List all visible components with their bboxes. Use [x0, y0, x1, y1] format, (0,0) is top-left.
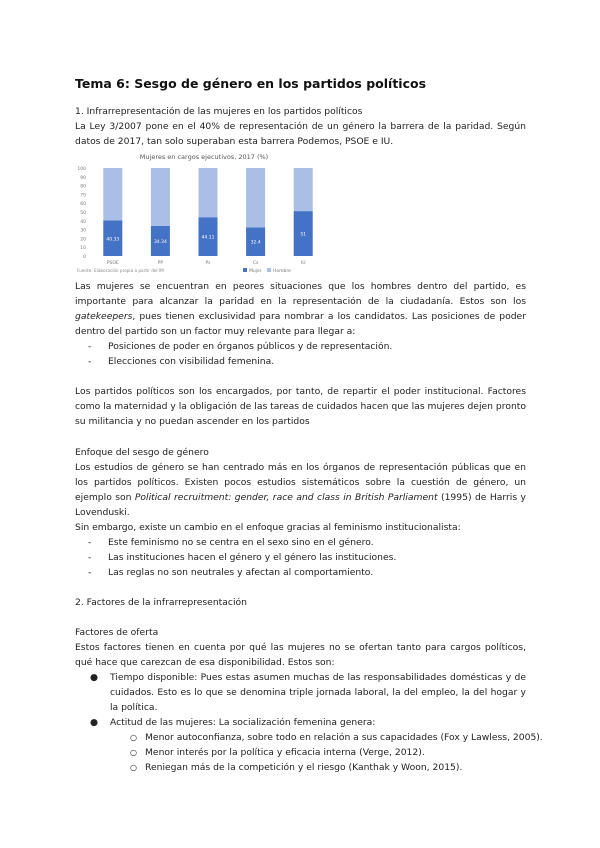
legend-swatch-mujer	[243, 268, 247, 272]
y-tick-label: 20	[80, 237, 86, 243]
sub-bullet-item: ○ Menor interés por la política y eficacia interna (Verge, 2012).	[130, 747, 425, 758]
paragraph-partidos: Los partidos políticos son los encargados, por tanto, de repartir el poder institucional. Factores como la maternidad y la obligación de las tareas de cuidados hacen que las mujeres dejen pronto su militancia y no puedan ascender en los partidos	[75, 386, 526, 427]
legend-swatch-hombre	[267, 268, 271, 272]
bar-hombre	[199, 168, 218, 217]
legend-label: Mujer	[249, 269, 262, 274]
y-tick-label: 50	[80, 211, 86, 216]
data-label: 34.34	[153, 239, 167, 245]
bullet-item: - Las reglas no son neutrales y afectan al comportamiento.	[88, 567, 374, 578]
chart-title: Mujeres en cargos ejecutivos, 2017 (%)	[139, 153, 269, 161]
section-1-title: 1. Infrarrepresentación de las mujeres en los partidos políticos	[75, 106, 363, 117]
paragraph-estudios: Los estudios de género se han centrado más en los órganos de representación públicas que en los partidos políticos. Existen pocos estudios sistemáticos sobre la cuestión de género, un ejemplo son Political recruitment: gender, race and class in British Parliament (1995) de Harris y Lovenduski.	[75, 462, 526, 518]
circle-bullet-icon: ○	[130, 748, 137, 757]
bullet-item: - Elecciones con visibilidad femenina.	[88, 356, 275, 367]
y-tick-label: 40	[80, 219, 86, 225]
paragraph-sin-embargo: Sin embargo, existe un cambio en el enfoque gracias al feminismo institucionalista:	[75, 522, 461, 533]
x-tick-label: Ps	[205, 261, 211, 266]
legend-label: Hombre	[273, 269, 291, 274]
data-label: 44.11	[201, 235, 215, 241]
bullet-item: ● Actitud de las mujeres: La socialización femenina genera:	[90, 717, 376, 728]
y-tick-label: 10	[80, 246, 86, 252]
x-tick-label: PP	[157, 261, 164, 266]
page-title: Tema 6: Sesgo de género en los partidos políticos	[75, 76, 427, 91]
x-tick-label: Cs	[252, 261, 259, 266]
sub-bullet-item: ○ Reniegan más de la competición y el riesgo (Kanthak y Woon, 2015).	[130, 762, 463, 773]
y-tick-label: 60	[80, 202, 86, 208]
bullet-dot-icon: ●	[90, 672, 99, 683]
subheading-enfoque: Enfoque del sesgo de género	[75, 447, 209, 458]
section-2-title: 2. Factores de la infrarrepresentación	[75, 597, 247, 608]
bullet-item: ● Tiempo disponible: Pues estas asumen muchas de las responsabilidades domésticas y de cuidados. Esto es lo que se denomina triple jornada laboral, la del empleo, la del hogar y la política.	[90, 672, 526, 713]
circle-bullet-icon: ○	[130, 763, 137, 772]
y-tick-label: 70	[80, 193, 86, 199]
bullet-item: - Este feminismo no se centra en el sexo sino en el género.	[88, 537, 374, 548]
paragraph-oferta: Estos factores tienen en cuenta por qué las mujeres no se ofertan tanto para cargos políticos, qué hace que carezcan de esa disponibilidad. Estos son:	[75, 642, 526, 668]
bar-chart	[75, 150, 333, 276]
bullet-item: - Las instituciones hacen el género y el género las instituciones.	[88, 552, 397, 563]
chart-svg	[75, 150, 333, 276]
circle-bullet-icon: ○	[130, 733, 137, 742]
paragraph-ley: La Ley 3/2007 pone en el 40% de representación de un género la barrera de la paridad. Según datos de 2017, tan solo superaban esta barrera Podemos, PSOE e IU.	[75, 121, 526, 147]
chart-source: Fuente: Elaboración propia a partir del IM	[77, 268, 164, 273]
x-tick-label: PSOE	[106, 261, 119, 266]
data-label: 40.33	[106, 237, 120, 243]
bar-hombre	[103, 168, 122, 221]
subheading-oferta: Factores de oferta	[75, 627, 159, 638]
y-tick-label: 90	[80, 175, 86, 181]
paragraph-mujeres: Las mujeres se encuentran en peores situaciones que los hombres dentro del partido, es importante para alcanzar la paridad en la representación de la ciudadanía. Estos son los gatekeepers, pues tienen exclusividad para nombrar a los candidatos. Las posiciones de poder dentro del partido son un factor muy relevante para llegar a:	[75, 281, 526, 337]
bar-hombre	[151, 168, 170, 226]
bar-hombre	[246, 168, 265, 227]
data-label: 51	[300, 232, 307, 238]
bullet-item: - Posiciones de poder en órganos públicos y de representación.	[88, 341, 393, 352]
bullet-dot-icon: ●	[90, 717, 99, 728]
y-tick-label: 30	[80, 228, 86, 234]
y-tick-label: 100	[77, 167, 86, 172]
sub-bullet-item: ○ Menor autoconfianza, sobre todo en relación a sus capacidades (Fox y Lawless, 2005).	[130, 732, 543, 743]
y-tick-label: 0	[83, 255, 86, 260]
x-tick-label: IU	[300, 261, 306, 266]
data-label: 32.4	[250, 240, 261, 246]
bar-hombre	[294, 168, 313, 211]
y-tick-label: 80	[80, 184, 86, 190]
